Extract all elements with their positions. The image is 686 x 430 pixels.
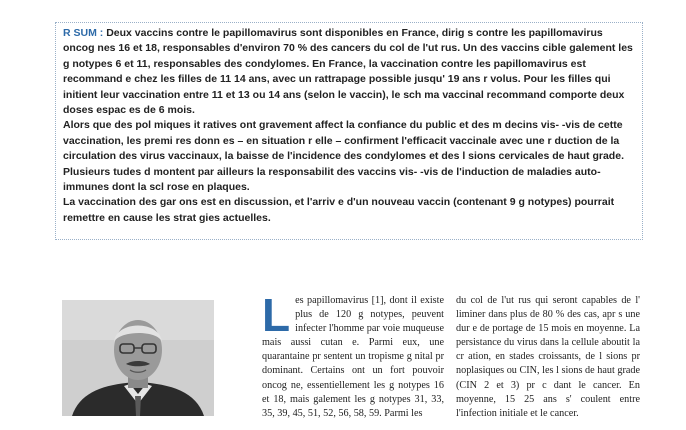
abstract-box — [55, 22, 643, 240]
body-column-1 — [262, 289, 444, 421]
abstract-label: R SUM — [63, 27, 97, 39]
dropcap-letter: L — [262, 289, 291, 341]
author-photo — [62, 300, 214, 416]
portrait-illustration — [62, 300, 214, 416]
body-column-2 — [456, 294, 640, 421]
body-text-1: es papillomavirus [1], dont il existe plus de 120 g notypes, peuvent infecter l'homme par voie muqueuse mais aussi cutan e. Parmi eux, une quarantaine pr sentent un tropisme g nital pr dominant. Certains ont un fort pouvoir oncog ne, essentiellement les g notypes 16 et 18, mais galement les g notypes 31, 33, 35, 39, 45, 51, 52, 56, 58, 59. Parmi les — [262, 295, 444, 419]
abstract-text-1: Deux vaccins contre le papillomavirus sont disponibles en France, dirig s contre les papillomavirus oncog nes 16 et 18, responsables d'environ 70 % des cancers du col de l'ut rus. Un des vaccins cible galement les g notypes 6 et 11, responsables des condylomes. En France, la vaccination contre les papillomavirus est recommand e chez les filles de 11 14 ans, avec un rattrapage possible jusqu' 19 ans r volus. Pour les filles qui initient leur vaccination entre 11 et 13 ou 14 ans (selon le vaccin), le sch ma vaccinal recommand comporte deux doses espac es de 6 mois. — [63, 27, 633, 117]
body-paragraph-1 — [262, 289, 444, 421]
abstract-paragraph-2: Alors que des pol miques it ratives ont gravement affect la confiance du public et des m decins vis- -vis de cette vaccination, les premi res donn es – en situation r elle – confirment l'efficacit vaccinale avec une r duction de la circulation des virus vaccinaux, la baisse de l'incidence des condylomes et des l sions cervicales de haut grade. Plusieurs tudes d montent par ailleurs la responsabilit des vaccins vis- -vis de l'induction de maladies auto-immunes dont la scl rose en plaques. — [63, 119, 624, 194]
abstract-paragraph-1 — [63, 26, 636, 118]
abstract-paragraph-3: La vaccination des gar ons est en discussion, et l'arriv e d'un nouveau vaccin (contenant 9 g notypes) pourrait remettre en cause les strat gies actuelles. — [63, 196, 615, 224]
body-paragraph-2: du col de l'ut rus qui seront capables de l' liminer dans plus de 80 % des cas, apr s une dur e de portage de 15 mois en moyenne. La persistance du virus dans la cellule aboutit la cr ation, en stades croissants, de l sions pr noplasiques ou CIN, les l sions de haut grade (CIN 2 et 3) pr c dant le cancer. En moyenne, 15 25 ans s' coulent entre l'infection initiale et le cancer. — [456, 295, 640, 419]
abstract-label-colon: : — [96, 27, 107, 39]
